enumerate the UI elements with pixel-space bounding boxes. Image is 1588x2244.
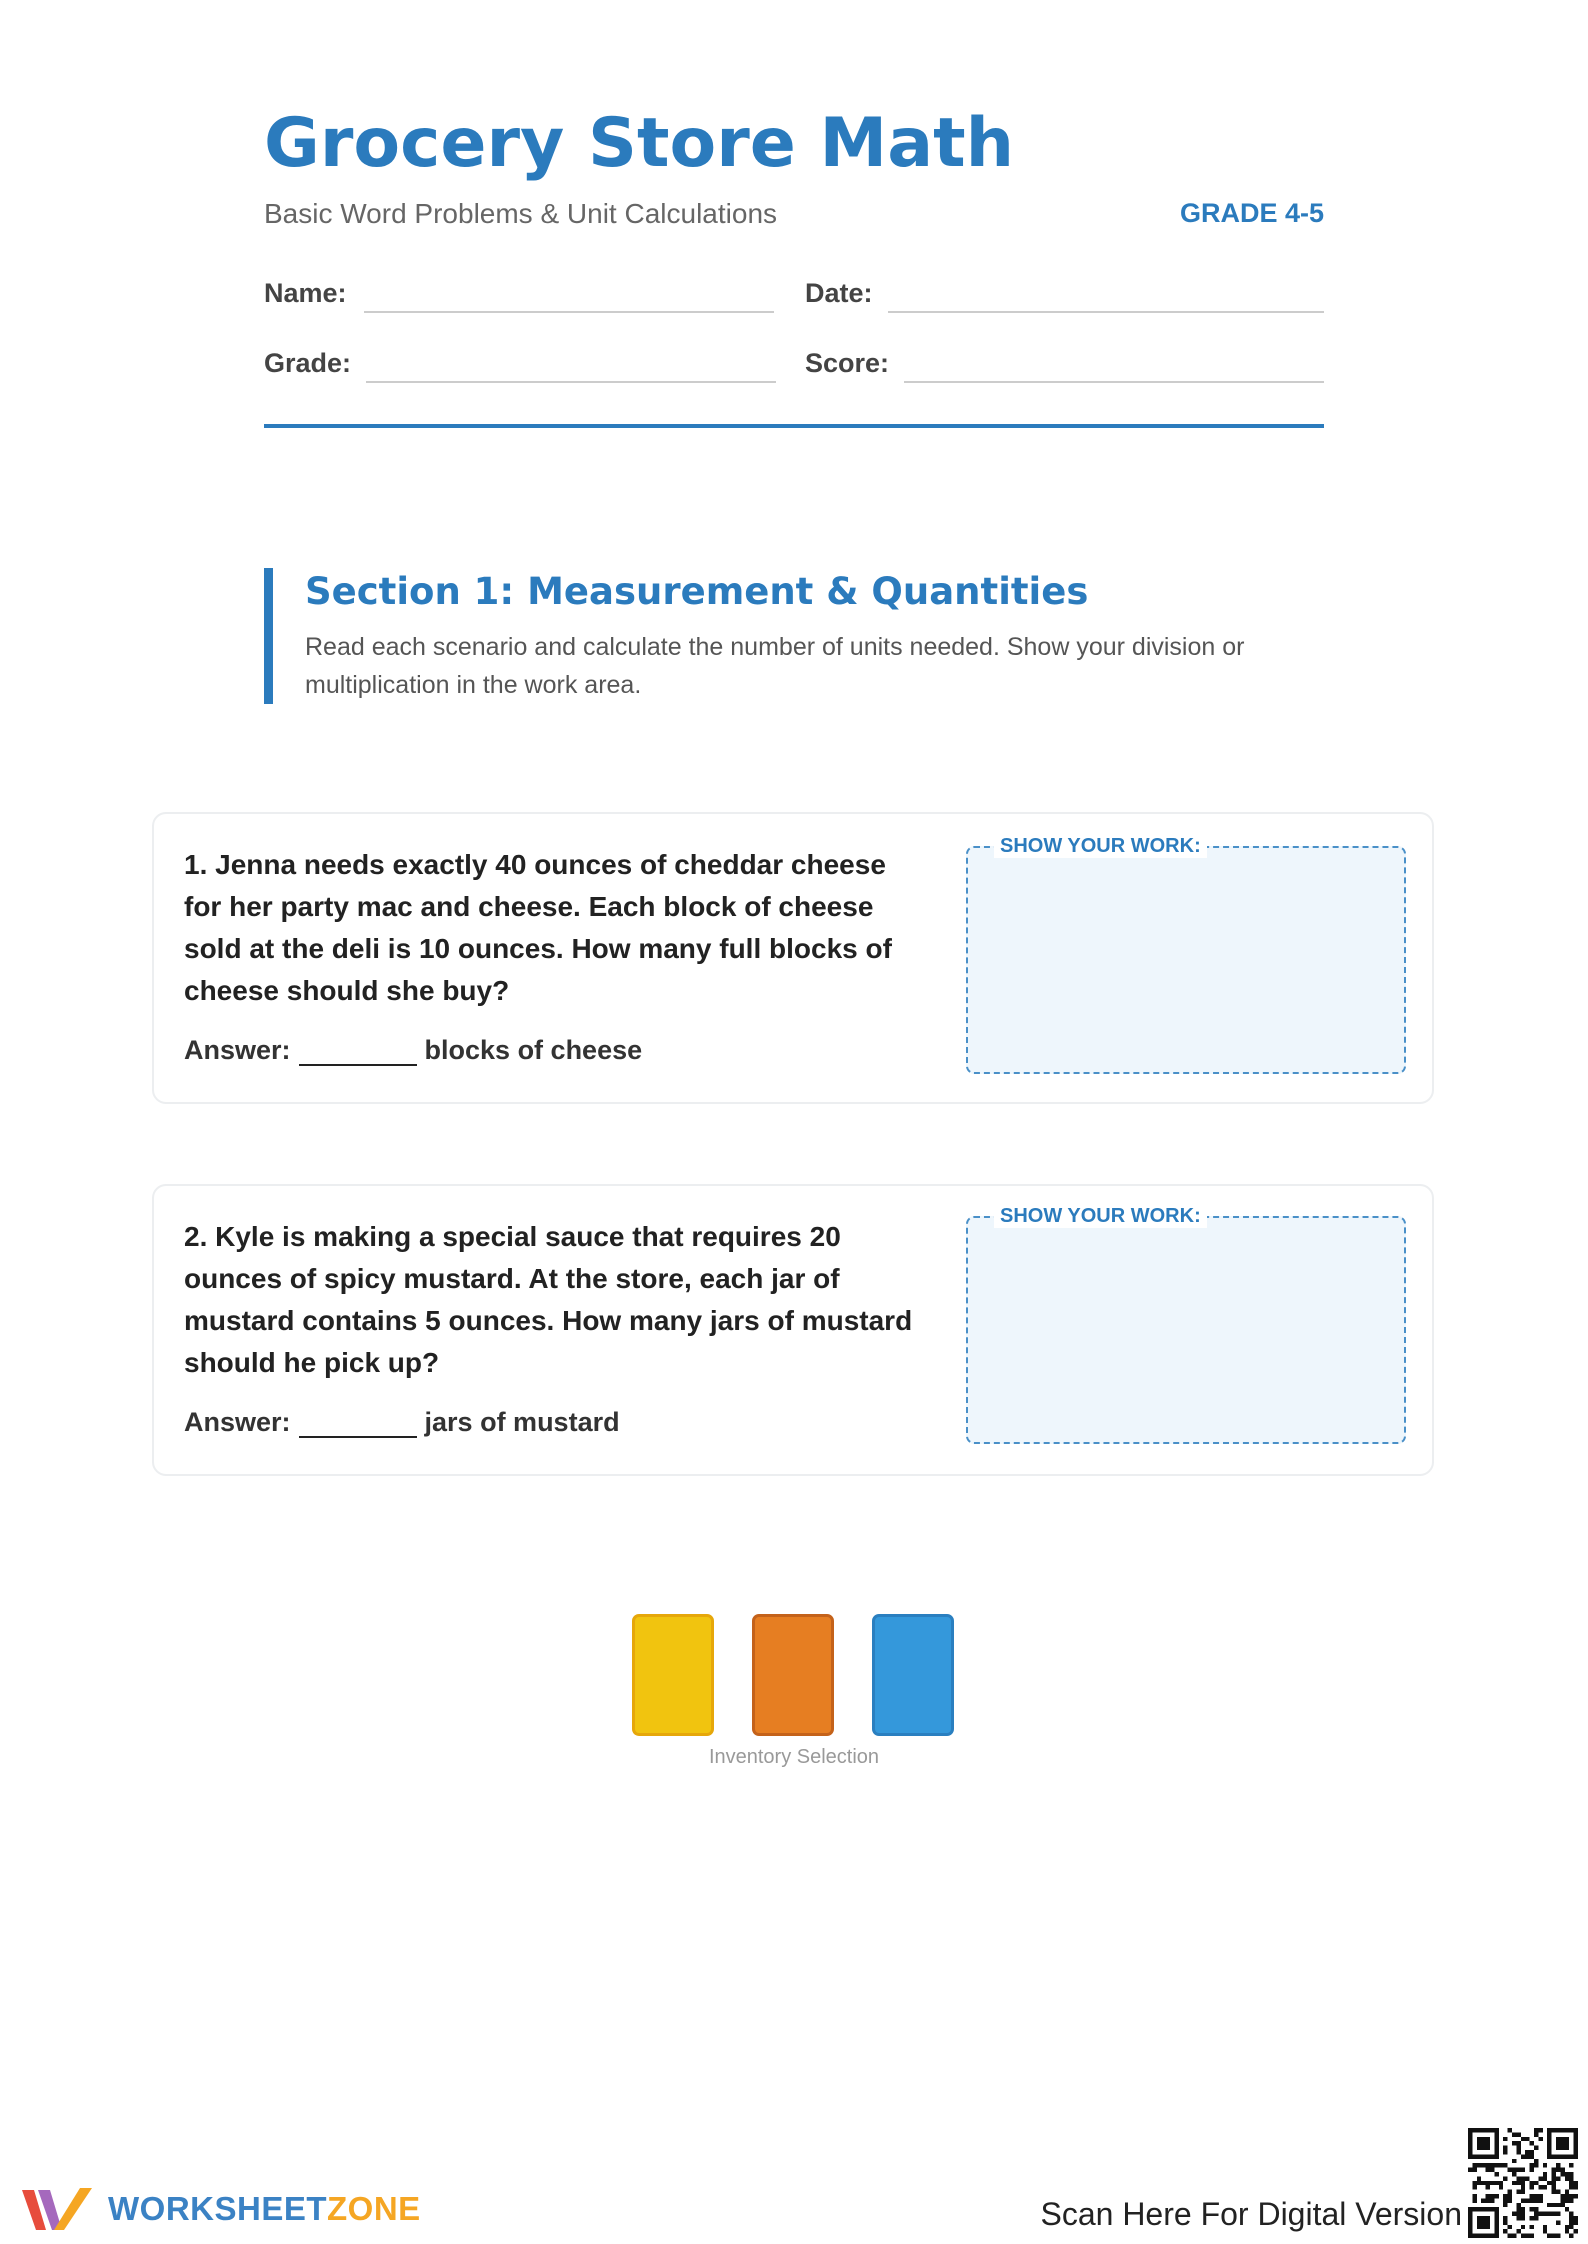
header-divider (264, 424, 1324, 428)
inventory-label: Inventory Selection (708, 1746, 880, 1768)
grade-badge: GRADE 4-5 (1179, 198, 1324, 228)
work-area-label: SHOW YOUR WORK: (994, 834, 1207, 858)
work-area-label: SHOW YOUR WORK: (994, 1204, 1207, 1228)
question-card-2 (152, 1184, 1434, 1476)
section-accent-bar (264, 568, 273, 704)
inventory-swatch-blue[interactable] (872, 1614, 954, 1736)
date-field[interactable] (888, 311, 1324, 313)
grade-label: Grade: (264, 348, 352, 378)
answer-label: Answer: (184, 1035, 291, 1065)
section-description: Read each scenario and calculate the number of units needed. Show your division or multiplication in the work area. (305, 633, 1245, 699)
grade-field[interactable] (366, 381, 776, 383)
scan-text: Scan Here For Digital Version (1040, 2196, 1462, 2232)
name-label: Name: (264, 278, 347, 308)
answer-blank-2[interactable] (299, 1406, 417, 1438)
answer-unit: jars of mustard (424, 1407, 620, 1437)
work-area-1[interactable] (966, 835, 1406, 1074)
logo-text-primary: WORKSHEET (108, 2190, 327, 2227)
answer-blank-1[interactable] (299, 1034, 417, 1066)
worksheetzone-logo-text[interactable] (108, 2190, 421, 2228)
answer-unit: blocks of cheese (424, 1035, 643, 1065)
answer-label: Answer: (184, 1407, 291, 1437)
qr-code-icon[interactable] (1468, 2128, 1578, 2238)
worksheet-subtitle: Basic Word Problems & Unit Calculations (264, 198, 778, 229)
work-area-2[interactable] (966, 1205, 1406, 1444)
answer-row-2 (184, 1406, 620, 1438)
score-field[interactable] (904, 381, 1324, 383)
question-text-1: 1. Jenna needs exactly 40 ounces of cheddar cheese for her party mac and cheese. Each block of cheese sold at the deli is 10 ounces. How many full blocks of cheese should she buy? (184, 849, 892, 1006)
question-card-1 (152, 812, 1434, 1104)
score-label: Score: (805, 348, 890, 378)
inventory-swatch-yellow[interactable] (632, 1614, 714, 1736)
logo-text-secondary: ZONE (327, 2190, 421, 2227)
question-text-2: 2. Kyle is making a special sauce that requires 20 ounces of spicy mustard. At the store, each jar of mustard contains 5 ounces. How many jars of mustard should he pick up? (184, 1221, 913, 1378)
answer-row-1 (184, 1034, 642, 1066)
worksheet-title: Grocery Store Math (264, 104, 1015, 183)
inventory-swatch-orange[interactable] (752, 1614, 834, 1736)
section-title: Section 1: Measurement & Quantities (305, 570, 1089, 613)
date-label: Date: (805, 278, 873, 308)
worksheetzone-logo-icon (18, 2182, 94, 2238)
name-field[interactable] (364, 311, 774, 313)
